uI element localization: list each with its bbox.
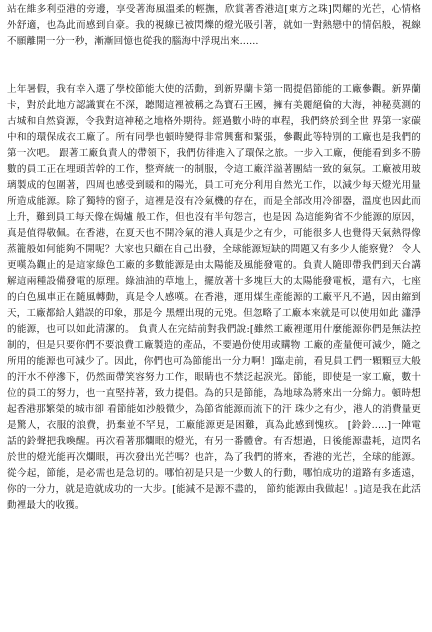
paragraph-intro: 站在維多利亞港的旁邊，享受著海風溫柔的輕撫，欣賞著香港這[東方之珠]閃耀的光芒，心情格外舒適，也為此而感到自豪。我的視線已被閃爍的燈光吸引著，就如一對熱戀中的情侶般，視線不願離開一分一秒，漸漸回憶也從我的腦海中浮現出來...... (7, 4, 421, 47)
paragraph-body: 上年暑假，我有幸入選了學校節能大使的活動，到新界蘭卡第一間提倡節能的工廠參觀。新界蘭卡，對於此地方認識實在不深，聽聞這裡被稱之為寶石王國，擁有美麗絕倫的大海，神秘莫測的古城和自然資源，令我對這神秘之地格外期待。經過數小時的車程，我們終於到全世 界第一家碳中和的環保成衣工廠了。所有同學也頓時變得非常興奮和緊張，參觀此等特別的工廠也是我們的第一次吧。 跟著工廠負責人的帶領下，我們仿徘進入了環保之旅。一步入工廠，便能看到多不勝數的員工正在埋頭苦幹的工作，整齊統一的制服，令這工廠洋溢著團結一致的氣氛。工廠被用玻璃製成的包圍著，四周也感受到暖和的陽光，員工可充分利用自然光工作，以減少每天燈光用量所造成能源。除了獨特的窗子，這裡是沒有冷氣機的存在，而是全部改用冷卻器，溫度也因此而上升，難到員工每天像在焗爐 般工作，但也沒有半句怨言，也是因 為這能夠省不少能源的原因，真是值得敬佩。在香港，在夏天也不開冷氣的港人真是少之有少，可能很多人也覺得天氣熱得像蒸籠般如何能夠不開呢？大家也只顧在自己出發，全球能源短缺的問題又有多少人能察覺？ 令人更嘆為觀止的是這家綠色工廠的多數能源是由太陽能及風能發電的。負責人隨即帶我們到天台講解這兩種設備發電的原理。綠油油的草地上，擺放著十多塊巨大的太陽能發電板，還有六，七座的白色風車正在隨風轉動，真是令人感嘆。在香港，運用煤生產能源的工廠平凡不過，因由縮到天，工廠都給人錯誤的印象，那是今 黑煙出現的元兇。但忽略了工廠本來就是可以使用如此 瀟淨的能源，也可以如此清潔的。 負責人在完結前對我們說:[雖然工廠裡運用什麼能源你們是無法控制的，但是只要你們不要浪費工廠製造的產品，不要過份使用或購物 工廠的產量便可減少，隨之所用的能源也可減少了。因此，你們也可為節能出一分力啊！]臨走前，看見員工們一顆顆豆大般的汗水不停滲下，仍然面帶笑容努力工作，眼睛也不禁泛起淚光。節能，即使是一家工廠，數十位的員工的努力，也一直堅持著，致力提倡。為的只是節能，為地球為將來出一分綿力。頓時想起香港那繁榮的城市卻 看節能如沙般微少，為節省能源而流下的汗 珠少之有少，港人的消費量更是驚人，衣服的浪費，扔棄並不罕見，工廠能源更是困難，真為此感到愧疚。 [鈴鈴.....]一陣電話的鈴聲把我喚醒。再次看著那爛眼的燈光，有另一番體會。有否想過，日後能源盡耗，這閃名於世的燈光能再次爛眼，再次發出光芒嗎？也許，為了我們的將來，香港的光芒，全球的能源。從今起，節能，是必需也是急切的。哪怕初是只是一少數人的行動，哪怕成功的道路有多遙遠，你的一分力，就是造就成功的一大步。[能減不是源不盡的， 節約能源由我做起！。]這是我在此活動裡最大的收獲。 (7, 84, 421, 511)
